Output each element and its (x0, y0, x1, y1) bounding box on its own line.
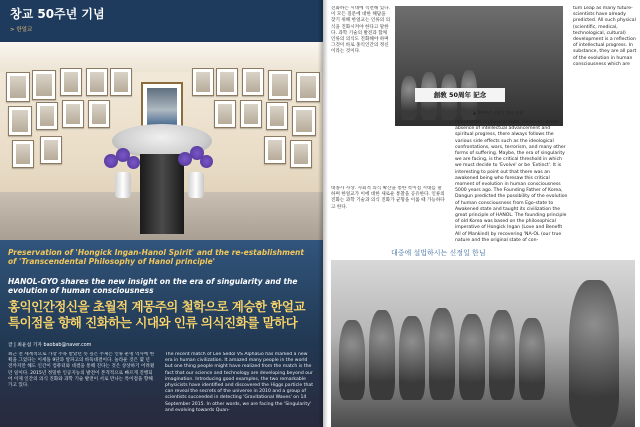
ceremony-photo (395, 6, 563, 126)
wall-frame (266, 102, 288, 130)
wall-frame (32, 70, 56, 100)
english-title-1: Preservation of 'Hongick Ingan-Hanol Spirit' and the re-establishment of 'Transcendental Philosophy of Hanol principle' (8, 248, 304, 266)
flower-vase (188, 172, 204, 198)
body-korean: 최근 전 세계적으로 가장 주목 받았던 뜻 깊은 주제는 인류 운명 역사에 한 획을 그었다는 이세돌 9단과 알파고의 바둑대결이다. 놀라운 것은 몇 년 전까지만 해도 인간이 컴퓨터와 대결을 통해 진다는 것은 상상하기 어려웠던 일이다. 2015년 정밀한 인공지능의 발전이 본격적으로 빠르게 진행되어 이제 인간의 의식 진화와 과학 기술 발전이 서로 만나는 특이점을 향해 가고 있다. (8, 352, 155, 389)
person (459, 314, 485, 400)
right-english-column-top: tum Leap as many future-scientists have already predicted. All such physical (scientific, medical, technological, cultural) development is a reflection of intellectual progress. In substance, they are all part of the evolution in human consciousness which are (573, 6, 637, 67)
wall-frame (240, 100, 262, 128)
byline: 글 | 최윤섭 기자 baobab@naver.com (8, 343, 92, 348)
flower (200, 155, 213, 168)
wall-frame (8, 106, 32, 136)
crowd-photo (331, 260, 635, 427)
ceremony-banner: 創敎 50周年 記念 (415, 88, 505, 102)
article-header-block (0, 240, 323, 427)
wall-frame (214, 100, 236, 128)
right-page (323, 0, 640, 427)
wall-frame (12, 140, 34, 168)
korean-headline: 홍익인간정신을 초월적 계몽주의 철학으로 계승한 한얼교 특이점을 향해 진화하는 시대와 인류 의식진화를 말하다 (8, 299, 306, 330)
wall-frame (6, 72, 30, 102)
wall-frame (60, 68, 82, 96)
flower (127, 156, 140, 169)
ceiling (0, 42, 323, 72)
person (519, 318, 545, 400)
left-page-header (0, 0, 323, 42)
altar-pedestal (140, 154, 184, 234)
body-english: The recent match of Lee Sedol VS AlphaGo has marked a new era in human civilization. It amazed many people in the world but one thing people might have realized from the match is the fact that our science and technology are developing beyond our imagination. Introducing good examples, the two remarkable physicists have identified and discovered the Higgs particle that can reveal the secrets of the universe in 2010 and a group of scientists succeeded in detecting 'Gravitational Waves' on 14 September 2015. In other words, we are facing the 'Singularity' and evolving towards Quan- (165, 352, 313, 413)
wall-frame (216, 68, 238, 96)
wall-frame (88, 100, 110, 128)
section-sub-label: > 한얼교 (10, 27, 33, 33)
wall-frame (242, 68, 264, 96)
wall-frame (110, 68, 132, 96)
person (429, 308, 455, 400)
wall-frame (192, 68, 214, 96)
person (489, 310, 515, 400)
wall-frame (36, 102, 58, 130)
person (339, 320, 365, 400)
person (399, 316, 425, 400)
wall-frame (296, 72, 320, 102)
person (369, 310, 395, 400)
right-korean-column: 진화하는 시대에 직면해 있다. 이 모든 질문에 대한 해답을 찾기 위해 한얼교는 인류의 의식을 진화시켜야 한다고 말한다. 과학 기술의 발전과 함께 인류의 의식도 진화해야 하며 그것이 바로 홍익인간의 정신이라는 것이다. (331, 6, 391, 55)
wall-frame (268, 70, 292, 100)
wall-frame (290, 140, 312, 168)
wall-frame (264, 136, 286, 164)
wall-frame (292, 106, 316, 136)
section-title: 창교 50주년 기념 (10, 7, 105, 21)
shrine-photo (0, 42, 323, 240)
flower-vase (115, 172, 131, 198)
page-gutter (318, 0, 328, 427)
right-korean-column-lower: 대종사 사상. 사회적 의식 확산을 통한 특이점 시대를 말하며 한얼교가 이에 대한 새로운 통찰을 공유한다. 인류의 진화는 과학 기술과 의식 진화가 균형을 이룰 때 가능하다고 한다. (331, 186, 445, 210)
person (569, 280, 619, 427)
ceremony-photo-caption: ▲ 50주년 기념식 행사 모습 (473, 110, 524, 115)
crowd-photo-caption: 대중에 설법하시는 신정일 한님 (391, 249, 486, 257)
wall-frame (62, 100, 84, 128)
english-title-2: HANOL-GYO shares the new insight on the era of singularity and the evolution of human consciousness (8, 277, 298, 295)
right-english-column: manifested in physical level. However, in the absence of intellectual advancement and spiritual progress, there always follows the various side effects such as the ideological confrontations, wars, terrorism, and many other forms of suffering. Maybe, the era of singularity we are facing, is the critical threshold in which we must decide to 'Evolve' or be 'Extinct'. It is interesting to point out that there was an awakened being who foresaw this critical moment of evolution in human consciousness 5000 years ago. The Founding Father of Korea, Dangun predicted the possibility of the evolution of human consciousness from Ego-state to Awakened state and taught its civilization the great principle of HANOL. The founding principle of old Korea was based on the philosophical imperative of Hongick Ingan (Love and Benefit All of Mankind) by recovering 'NA-OL (our true nature and the original state of con- (455, 120, 568, 243)
wall-frame (86, 68, 108, 96)
wall-frame (40, 136, 62, 164)
